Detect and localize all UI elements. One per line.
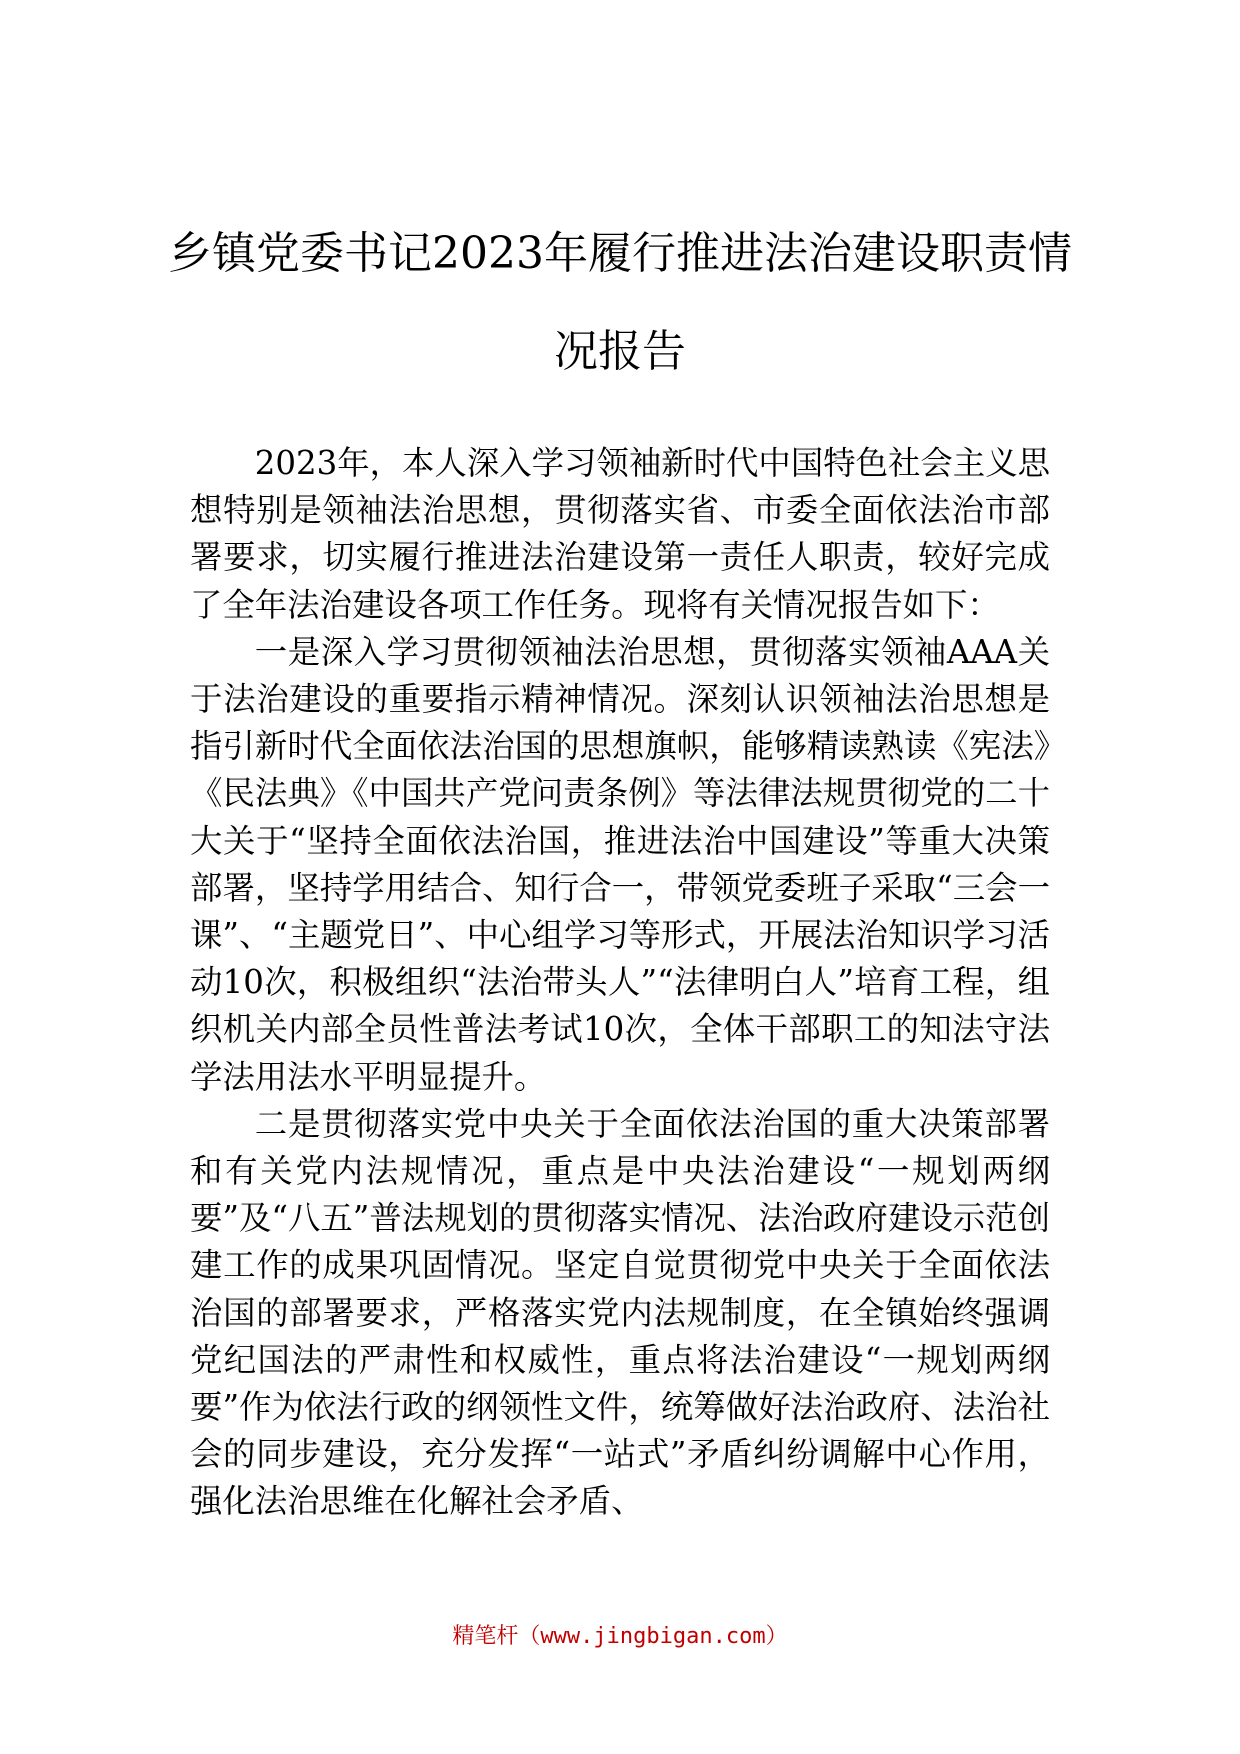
paragraph-section-2: 二是贯彻落实党中央关于全面依法治国的重大决策部署和有关党内法规情况，重点是中央法治建设“一规划两纲要”及“八五”普法规划的贯彻落实情况、法治政府建设示范创建工作的成果巩固情况。坚定自觉贯彻党中央关于全面依法治国的部署要求，严格落实党内法规制度，在全镇始终强调党纪国法的严肃性和权威性，重点将法治建设“一规划两纲要”作为依法行政的纲领性文件，统筹做好法治政府、法治社会的同步建设，充分发挥“一站式”矛盾纠纷调解中心作用，强化法治思维在化解社会矛盾、 xyxy=(190,1104,1050,1521)
footer-brand: 精笔杆 xyxy=(452,1624,519,1649)
paragraph-section-1: 一是深入学习贯彻领袖法治思想，贯彻落实领袖AAA关于法治建设的重要指示精神情况。深刻认识领袖法治思想是指引新时代全面依法治国的思想旗帜，能够精读熟读《宪法》《民法典》《中国共产党问责条例》等法律法规贯彻党的二十大关于“坚持全面依法治国，推进法治中国建设”等重大决策部署，坚持学用结合、知行合一，带领党委班子采取“三会一课”、“主题党日”、中心组学习等形式，开展法治知识学习活动10次，积极组织“法治带头人”“法律明白人”培育工程，组织机关内部全员性普法考试10次，全体干部职工的知法守法学法用法水平明显提升。 xyxy=(190,632,1050,1096)
footer-watermark xyxy=(0,1622,1240,1652)
document-body xyxy=(190,440,1050,1526)
footer-link[interactable]: （www.jingbigan.com） xyxy=(518,1624,788,1649)
paragraph-intro: 2023年，本人深入学习领袖新时代中国特色社会主义思想特别是领袖法治思想，贯彻落实省、市委全面依法治市部署要求，切实履行推进法治建设第一责任人职责，较好完成了全年法治建设各项工作任务。现将有关情况报告如下： xyxy=(190,444,1050,624)
document-title: 乡镇党委书记2023年履行推进法治建设职责情况报告 xyxy=(168,228,1072,377)
